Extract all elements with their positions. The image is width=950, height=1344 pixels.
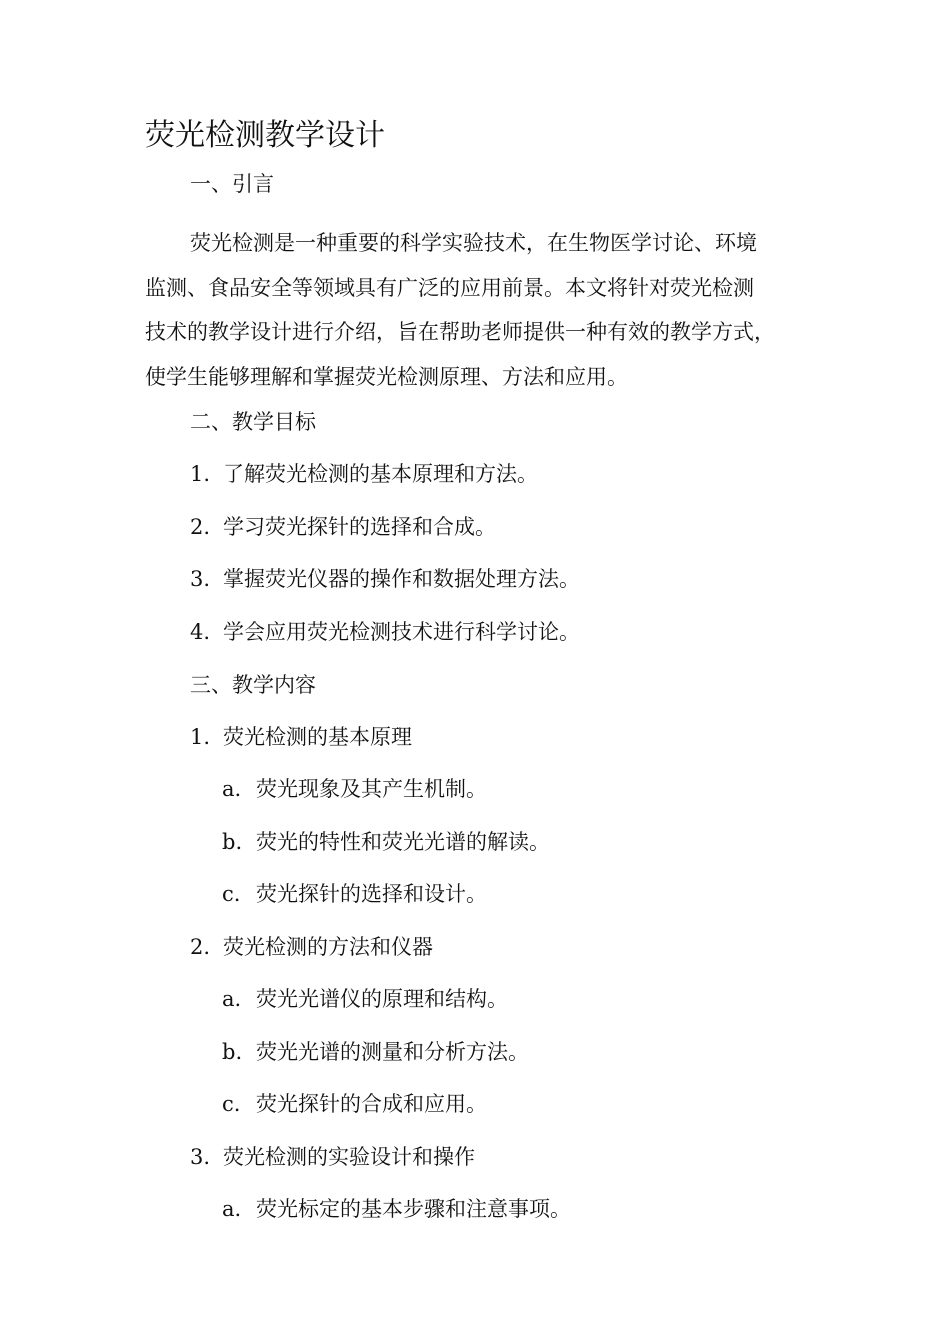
sub-list-item bbox=[222, 774, 487, 804]
sub-list-item bbox=[222, 1089, 487, 1119]
sub-item-letter: a. bbox=[222, 1197, 242, 1221]
list-item-text: 荧光检测的基本原理 bbox=[223, 725, 412, 749]
list-item bbox=[190, 617, 580, 647]
list-item-text: 学习荧光探针的选择和合成。 bbox=[223, 515, 496, 539]
paragraph-line: 监测、食品安全等领域具有广泛的应用前景。本文将针对荧光检测 bbox=[145, 275, 754, 300]
list-item-number: 3. bbox=[190, 567, 211, 591]
section-heading-introduction: 一、引言 bbox=[190, 172, 274, 196]
list-item bbox=[190, 564, 580, 594]
section-heading-objectives: 二、教学目标 bbox=[190, 410, 316, 434]
list-item bbox=[190, 512, 496, 542]
list-item-number: 1. bbox=[190, 462, 211, 486]
sub-item-text: 荧光现象及其产生机制。 bbox=[256, 777, 487, 801]
section-heading-content: 三、教学内容 bbox=[190, 673, 316, 697]
sub-list-item bbox=[222, 984, 508, 1014]
list-item bbox=[190, 722, 412, 752]
list-item-number: 3. bbox=[190, 1145, 211, 1169]
introduction-paragraph bbox=[145, 221, 805, 399]
list-item-text: 荧光检测的方法和仪器 bbox=[223, 935, 433, 959]
sub-list-item bbox=[222, 879, 487, 909]
list-item bbox=[190, 459, 538, 489]
document-title: 荧光检测教学设计 bbox=[145, 118, 385, 153]
list-item-text: 掌握荧光仪器的操作和数据处理方法。 bbox=[223, 567, 580, 591]
sub-item-letter: c. bbox=[222, 1092, 241, 1116]
list-item-number: 1. bbox=[190, 725, 211, 749]
paragraph-line: 荧光检测是一种重要的科学实验技术，在生物医学讨论、环境 bbox=[190, 231, 757, 255]
list-item bbox=[190, 1142, 475, 1172]
sub-list-item bbox=[222, 827, 550, 857]
list-item-text: 了解荧光检测的基本原理和方法。 bbox=[223, 462, 538, 486]
list-item-number: 2. bbox=[190, 515, 211, 539]
sub-item-letter: a. bbox=[222, 987, 242, 1011]
list-item-text: 学会应用荧光检测技术进行科学讨论。 bbox=[223, 620, 580, 644]
sub-list-item bbox=[222, 1194, 571, 1224]
sub-item-text: 荧光光谱仪的原理和结构。 bbox=[256, 987, 508, 1011]
sub-list-item bbox=[222, 1037, 529, 1067]
sub-item-text: 荧光标定的基本步骤和注意事项。 bbox=[256, 1197, 571, 1221]
sub-item-letter: b. bbox=[222, 830, 243, 854]
sub-item-text: 荧光探针的选择和设计。 bbox=[256, 882, 487, 906]
list-item-number: 4. bbox=[190, 620, 211, 644]
paragraph-line: 技术的教学设计进行介绍，旨在帮助老师提供一种有效的教学方式， bbox=[145, 320, 775, 344]
sub-item-letter: b. bbox=[222, 1040, 243, 1064]
list-item-text: 荧光检测的实验设计和操作 bbox=[223, 1145, 475, 1169]
list-item bbox=[190, 932, 433, 962]
sub-item-letter: c. bbox=[222, 882, 241, 906]
sub-item-text: 荧光探针的合成和应用。 bbox=[256, 1092, 487, 1116]
sub-item-letter: a. bbox=[222, 777, 242, 801]
paragraph-line: 使学生能够理解和掌握荧光检测原理、方法和应用。 bbox=[145, 364, 628, 389]
sub-item-text: 荧光光谱的测量和分析方法。 bbox=[256, 1040, 529, 1064]
list-item-number: 2. bbox=[190, 935, 211, 959]
sub-item-text: 荧光的特性和荧光光谱的解读。 bbox=[256, 830, 550, 854]
